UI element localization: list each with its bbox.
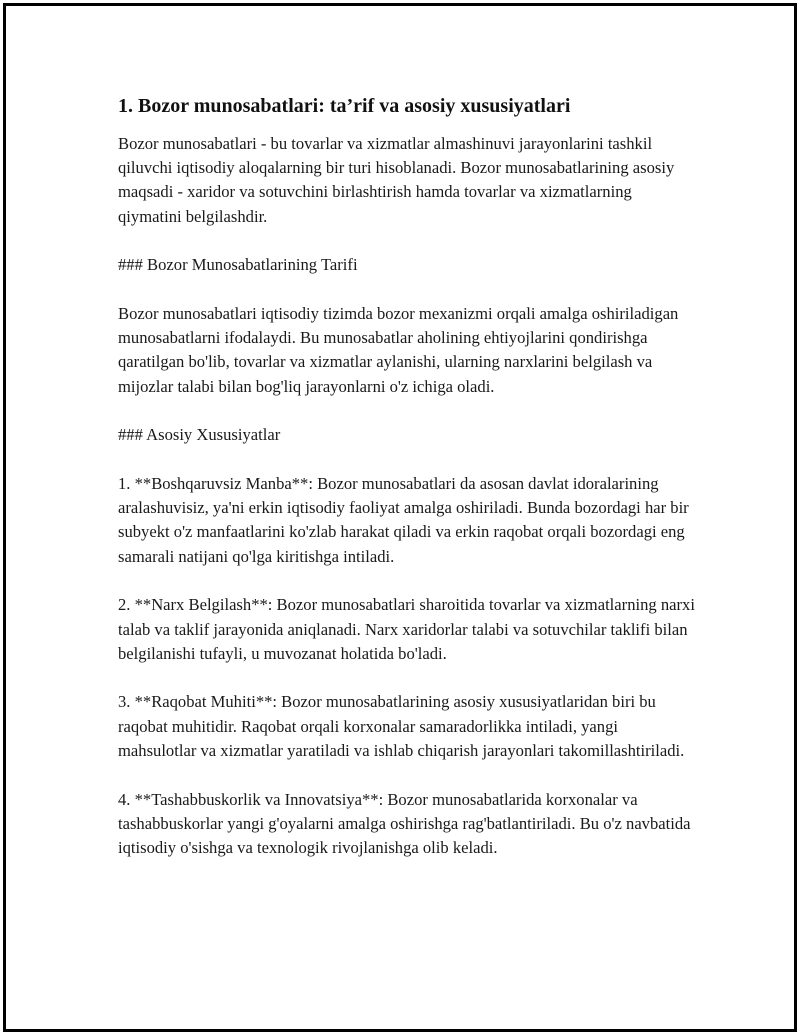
section-heading-tarifi: ### Bozor Munosabatlarining Tarifi xyxy=(118,255,358,275)
list-item: 2. **Narx Belgilash**: Bozor munosabatlari sharoitida tovarlar va xizmatlarning narxi talab va taklif jarayonida aniqlanadi. Narx xaridorlar talabi va sotuvchilar taklifi bilan belgilanishi tufayli, u muvozanat holatida bo'ladi. xyxy=(118,595,695,663)
list-item: 1. **Boshqaruvsiz Manba**: Bozor munosabatlari da asosan davlat idoralarining aralashuvisiz, ya'ni erkin iqtisodiy faoliyat amalga oshiriladi. Bunda bozordagi har bir subyekt o'z manfaatlarini ko'zlab harakat qiladi va erkin raqobat orqali bozordagi eng samarali natijani qo'lga kiritishga intiladi. xyxy=(118,474,689,566)
document-title: 1. Bozor munosabatlari: ta’rif va asosiy xususiyatlari xyxy=(118,95,571,117)
list-item: 3. **Raqobat Muhiti**: Bozor munosabatlarining asosiy xususiyatlaridan biri bu raqobat muhitidir. Raqobat orqali korxonalar samaradorlikka intiladi, yangi mahsulotlar va xizmatlar yaratiladi va ishlab chiqarish jarayonlari takomillashtiriladi. xyxy=(118,692,685,760)
intro-paragraph: Bozor munosabatlari - bu tovarlar va xizmatlar almashinuvi jarayonlarini tashkil qiluvchi iqtisodiy aloqalarning bir turi hisoblanadi. Bozor munosabatlarining asosiy maqsadi - xaridor va sotuvchini birlashtirish hamda tovarlar va xizmatlarning qiymatini belgilashdir. xyxy=(118,134,675,226)
section-heading-xususiyatlar: ### Asosiy Xususiyatlar xyxy=(118,425,281,445)
list-item: 4. **Tashabbuskorlik va Innovatsiya**: Bozor munosabatlarida korxonalar va tashabbuskorlar yangi g'oyalarni amalga oshirishga rag'batlantiriladi. Bu o'z navbatida iqtisodiy o'sishga va texnologik rivojlanishga olib keladi. xyxy=(118,789,691,857)
document-body xyxy=(118,92,698,885)
tarifi-paragraph: Bozor munosabatlari iqtisodiy tizimda bozor mexanizmi orqali amalga oshiriladigan munosabatlarni ifodalaydi. Bu munosabatlar aholining ehtiyojlarini qondirishga qaratilgan bo'lib, tovarlar va xizmatlar aylanishi, ularning narxlarini belgilash va mijozlar talabi bilan bog'liq jarayonlarni o'z ichiga oladi. xyxy=(118,304,679,396)
